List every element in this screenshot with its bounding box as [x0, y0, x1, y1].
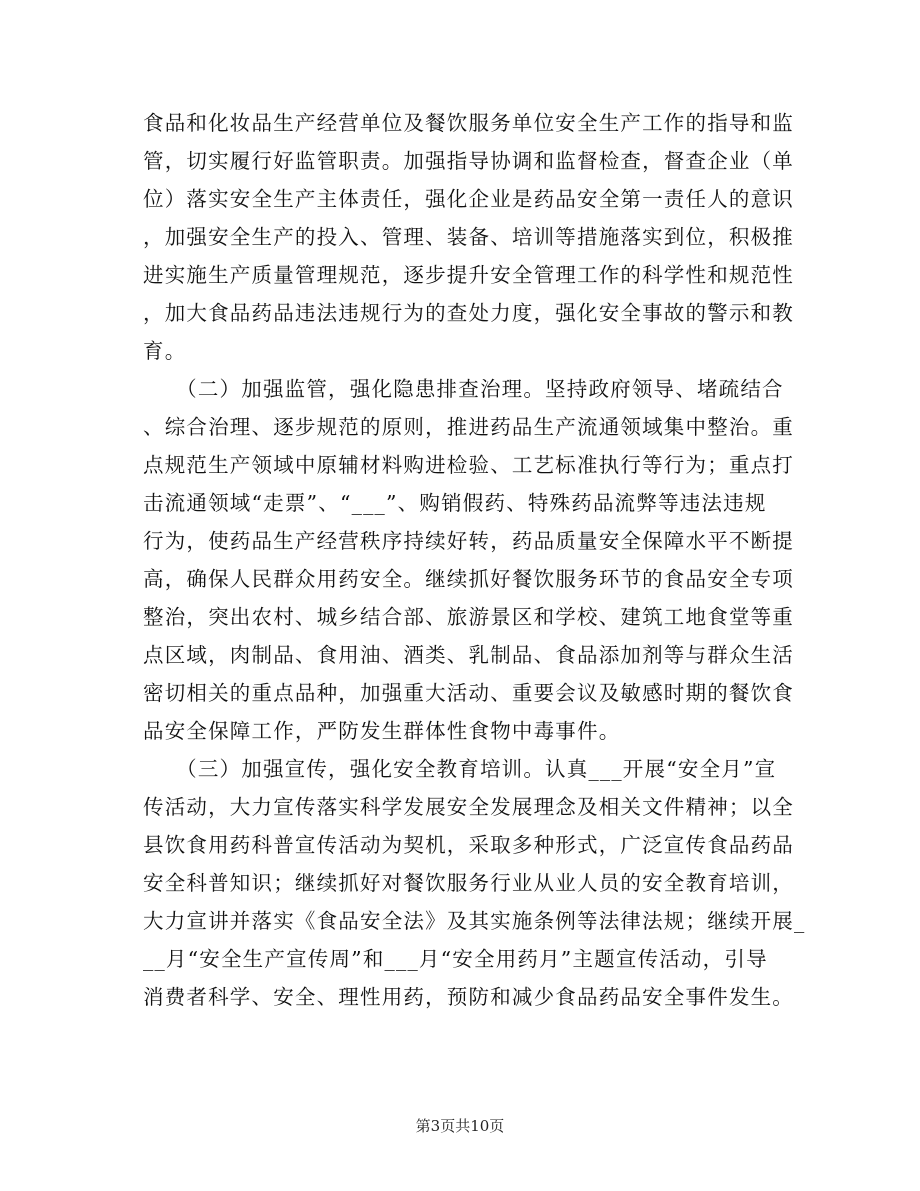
text-line: 品安全保障工作，严防发生群体性食物中毒事件。 [143, 719, 621, 743]
text-line: 点区域，肉制品、食用油、酒类、乳制品、食品添加剂等与群众生活 [143, 643, 794, 667]
text-line: 击流通领域“走票”、“___”、购销假药、特殊药品流弊等违法违规 [143, 491, 767, 515]
text-line: ，加大食品药品违法违规行为的查处力度，强化安全事故的警示和教 [143, 301, 794, 325]
text-line: 密切相关的重点品种，加强重大活动、重要会议及敏感时期的餐饮食 [143, 681, 794, 705]
text-line: （二）加强监管，强化隐患排查治理。坚持政府领导、堵疏结合 [143, 377, 784, 401]
text-line: 位）落实安全生产主体责任，强化企业是药品安全第一责任人的意识 [143, 187, 794, 211]
text-line: 点规范生产领域中原辅材料购进检验、工艺标准执行等行为；重点打 [143, 453, 794, 477]
text-line: 消费者科学、安全、理性用药，预防和减少食品药品安全事件发生。 [143, 985, 794, 1009]
text-line: 整治，突出农村、城乡结合部、旅游景区和学校、建筑工地食堂等重 [143, 605, 794, 629]
text-line: 安全科普知识；继续抓好对餐饮服务行业从业人员的安全教育培训， [143, 871, 794, 895]
text-line: 行为，使药品生产经营秩序持续好转，药品质量安全保障水平不断提 [143, 529, 794, 553]
page-number: 第3页共10页 [415, 1117, 505, 1135]
text-line: 高，确保人民群众用药安全。继续抓好餐饮服务环节的食品安全专项 [143, 567, 794, 591]
text-line: 育。 [143, 339, 187, 363]
text-line: 传活动，大力宣传落实科学发展安全发展理念及相关文件精神；以全 [143, 795, 794, 819]
text-line: 县饮食用药科普宣传活动为契机，采取多种形式，广泛宣传食品药品 [143, 833, 794, 857]
text-line: ，加强安全生产的投入、管理、装备、培训等措施落实到位，积极推 [143, 225, 794, 249]
text-line: 、综合治理、逐步规范的原则，推进药品生产流通领域集中整治。重 [143, 415, 794, 439]
text-line: （三）加强宣传，强化安全教育培训。认真___开展“安全月”宣 [143, 757, 777, 781]
text-line: __月“安全生产宣传周”和___月“安全用药月”主题宣传活动，引导 [143, 947, 768, 971]
text-line: 大力宣讲并落实《食品安全法》及其实施条例等法律法规；继续开展_ [143, 909, 806, 933]
text-line: 管，切实履行好监管职责。加强指导协调和监督检查，督查企业（单 [143, 149, 794, 173]
text-line: 进实施生产质量管理规范，逐步提升安全管理工作的科学性和规范性 [143, 263, 794, 287]
text-line: 食品和化妆品生产经营单位及餐饮服务单位安全生产工作的指导和监 [143, 111, 794, 135]
